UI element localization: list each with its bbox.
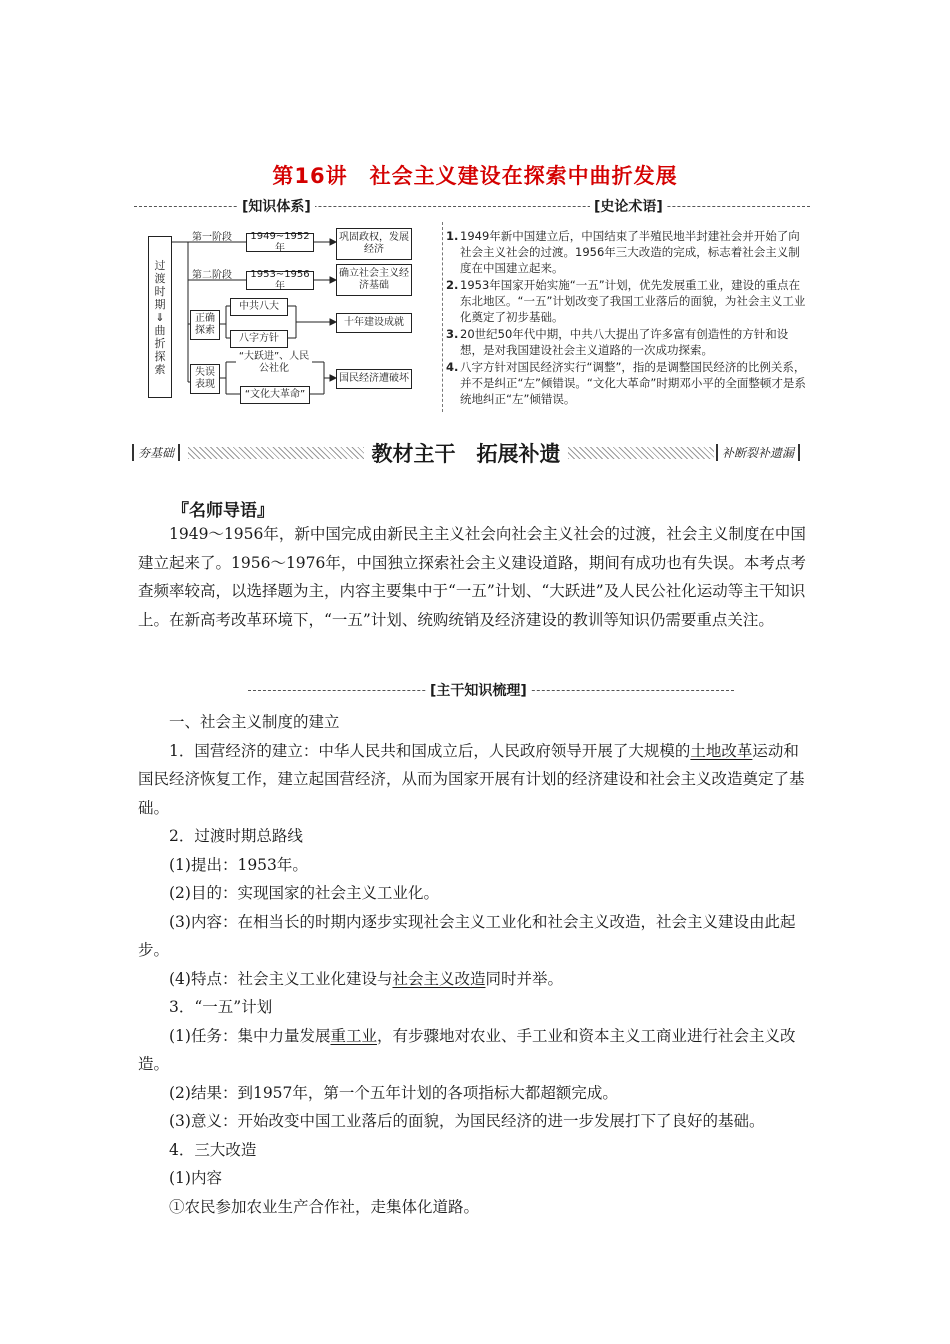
- banner-title: 教材主干 拓展补遗: [371, 442, 561, 466]
- transition-period-label: 过 渡 时 期 ⇓ 曲 折 探 索: [148, 236, 172, 398]
- history-terms-list: [446, 228, 806, 408]
- history-terms-tag: [史论术语]: [590, 196, 667, 216]
- error-manifestation: 失误表现: [190, 364, 220, 394]
- guide-text-block: [138, 520, 814, 634]
- item-3-2: (2)结果：到1957年，第一个五年计划的各项指标大都超额完成。: [169, 1083, 618, 1102]
- knowledge-diagram: [148, 222, 420, 410]
- page-title: 第16讲 社会主义建设在探索中曲折发展: [272, 164, 678, 188]
- correct-item-congress: 中共八大: [230, 298, 288, 316]
- underline-heavy-industry: 重工业: [330, 1026, 377, 1045]
- term-item: 1. 1949年新中国建立后，中国结束了半殖民地半封建社会并开始了向社会主义社会的过渡。1956年三大改造的完成，标志着社会主义制度在中国建立起来。: [446, 229, 800, 275]
- paragraph-1: 1．国营经济的建立：中华人民共和国成立后，人民政府领导开展了大规模的土地改革运动和国民经济恢复工作，建立起国营经济，从而为国家开展有计划的经济建设和社会主义改造奠定了基础。: [138, 741, 805, 817]
- heading-3: 3．“一五”计划: [169, 998, 273, 1016]
- correct-result: 十年建设成就: [336, 313, 412, 333]
- heading-4: 4．三大改造: [169, 1140, 257, 1159]
- error-result: 国民经济遭破坏: [336, 369, 412, 389]
- item-2-3: (3)内容：在相当长的时期内逐步实现社会主义工业化和社会主义改造，社会主义建设由此起步。: [138, 912, 796, 959]
- heading-1: 一、社会主义制度的建立: [169, 713, 340, 731]
- column-divider: [442, 222, 443, 412]
- main-content: [138, 708, 814, 1221]
- main-knowledge-tag: [主干知识梳理]: [426, 680, 531, 700]
- item-2-2: (2)目的：实现国家的社会主义工业化。: [169, 884, 439, 902]
- banner-hatch-right: [568, 447, 714, 459]
- heading-2: 2．过渡时期总路线: [169, 827, 303, 845]
- term-item: 2. 1953年国家开始实施“一五”计划，优先发展重工业，建设的重点在东北地区。“一五”计划改变了我国工业落后的面貌，为社会主义工业化奠定了初步基础。: [446, 278, 806, 324]
- banner-right-tag: 补断裂补遗漏: [716, 444, 800, 461]
- top-divider: [134, 206, 810, 207]
- item-4-1-a: ①农民参加农业生产合作社，走集体化道路。: [169, 1197, 480, 1216]
- section-banner: [132, 438, 808, 468]
- correct-exploration: 正确探索: [190, 310, 220, 340]
- banner-left-tag: 夯基础: [132, 444, 180, 461]
- item-3-3: (3)意义：开始改变中国工业落后的面貌，为国民经济的进一步发展打下了良好的基础。: [169, 1112, 765, 1130]
- knowledge-system-tag: [知识体系]: [238, 196, 315, 216]
- stage1-years: 1949~1952年: [246, 233, 314, 252]
- correct-item-policy: 八字方针: [230, 330, 288, 348]
- term-item: 4. 八字方针对国民经济实行“调整”，指的是调整国民经济的比例关系，并不是纠正“左”倾错误。“文化大革命”时期邓小平的全面整顿才是系统地纠正“左”倾错误。: [446, 360, 806, 406]
- guide-text: 1949～1956年，新中国完成由新民主主义社会向社会主义社会的过渡，社会主义制度在中国建立起来了。1956～1976年，中国独立探索社会主义建设道路，期间有成功也有失误。本考点考查频率较高，以选择题为主，内容主要集中于“一五”计划、“大跃进”及人民公社化运动等主干知识上。在新高考改革环境下，“一五”计划、统购统销及经济建设的教训等知识仍需要重点关注。: [138, 525, 806, 629]
- item-2-4: (4)特点：社会主义工业化建设与社会主义改造同时并举。: [169, 969, 563, 988]
- stage1-result: 巩固政权，发展经济: [336, 228, 412, 260]
- banner-hatch-left: [188, 447, 364, 459]
- underline-land-reform: 土地改革: [690, 741, 753, 760]
- term-item: 3. 20世纪50年代中期，中共八大提出了许多富有创造性的方针和设想，是对我国建设社会主义道路的一次成功探索。: [446, 327, 789, 357]
- underline-socialist-transformation: 社会主义改造: [392, 969, 486, 988]
- item-3-1: (1)任务：集中力量发展重工业，有步骤地对农业、手工业和资本主义工商业进行社会主义改造。: [138, 1026, 796, 1073]
- error-item-leap: “大跃进”、人民公社化: [236, 350, 312, 376]
- stage2-result: 确立社会主义经济基础: [336, 264, 412, 296]
- stage1-label: 第一阶段: [192, 232, 232, 243]
- item-4-1: (1)内容: [169, 1169, 222, 1187]
- stage2-label: 第二阶段: [192, 270, 232, 281]
- error-item-revolution: “文化大革命”: [240, 386, 310, 404]
- stage2-years: 1953~1956年: [246, 271, 314, 290]
- guide-title: 『名师导语』: [172, 501, 274, 521]
- item-2-1: (1)提出：1953年。: [169, 855, 308, 874]
